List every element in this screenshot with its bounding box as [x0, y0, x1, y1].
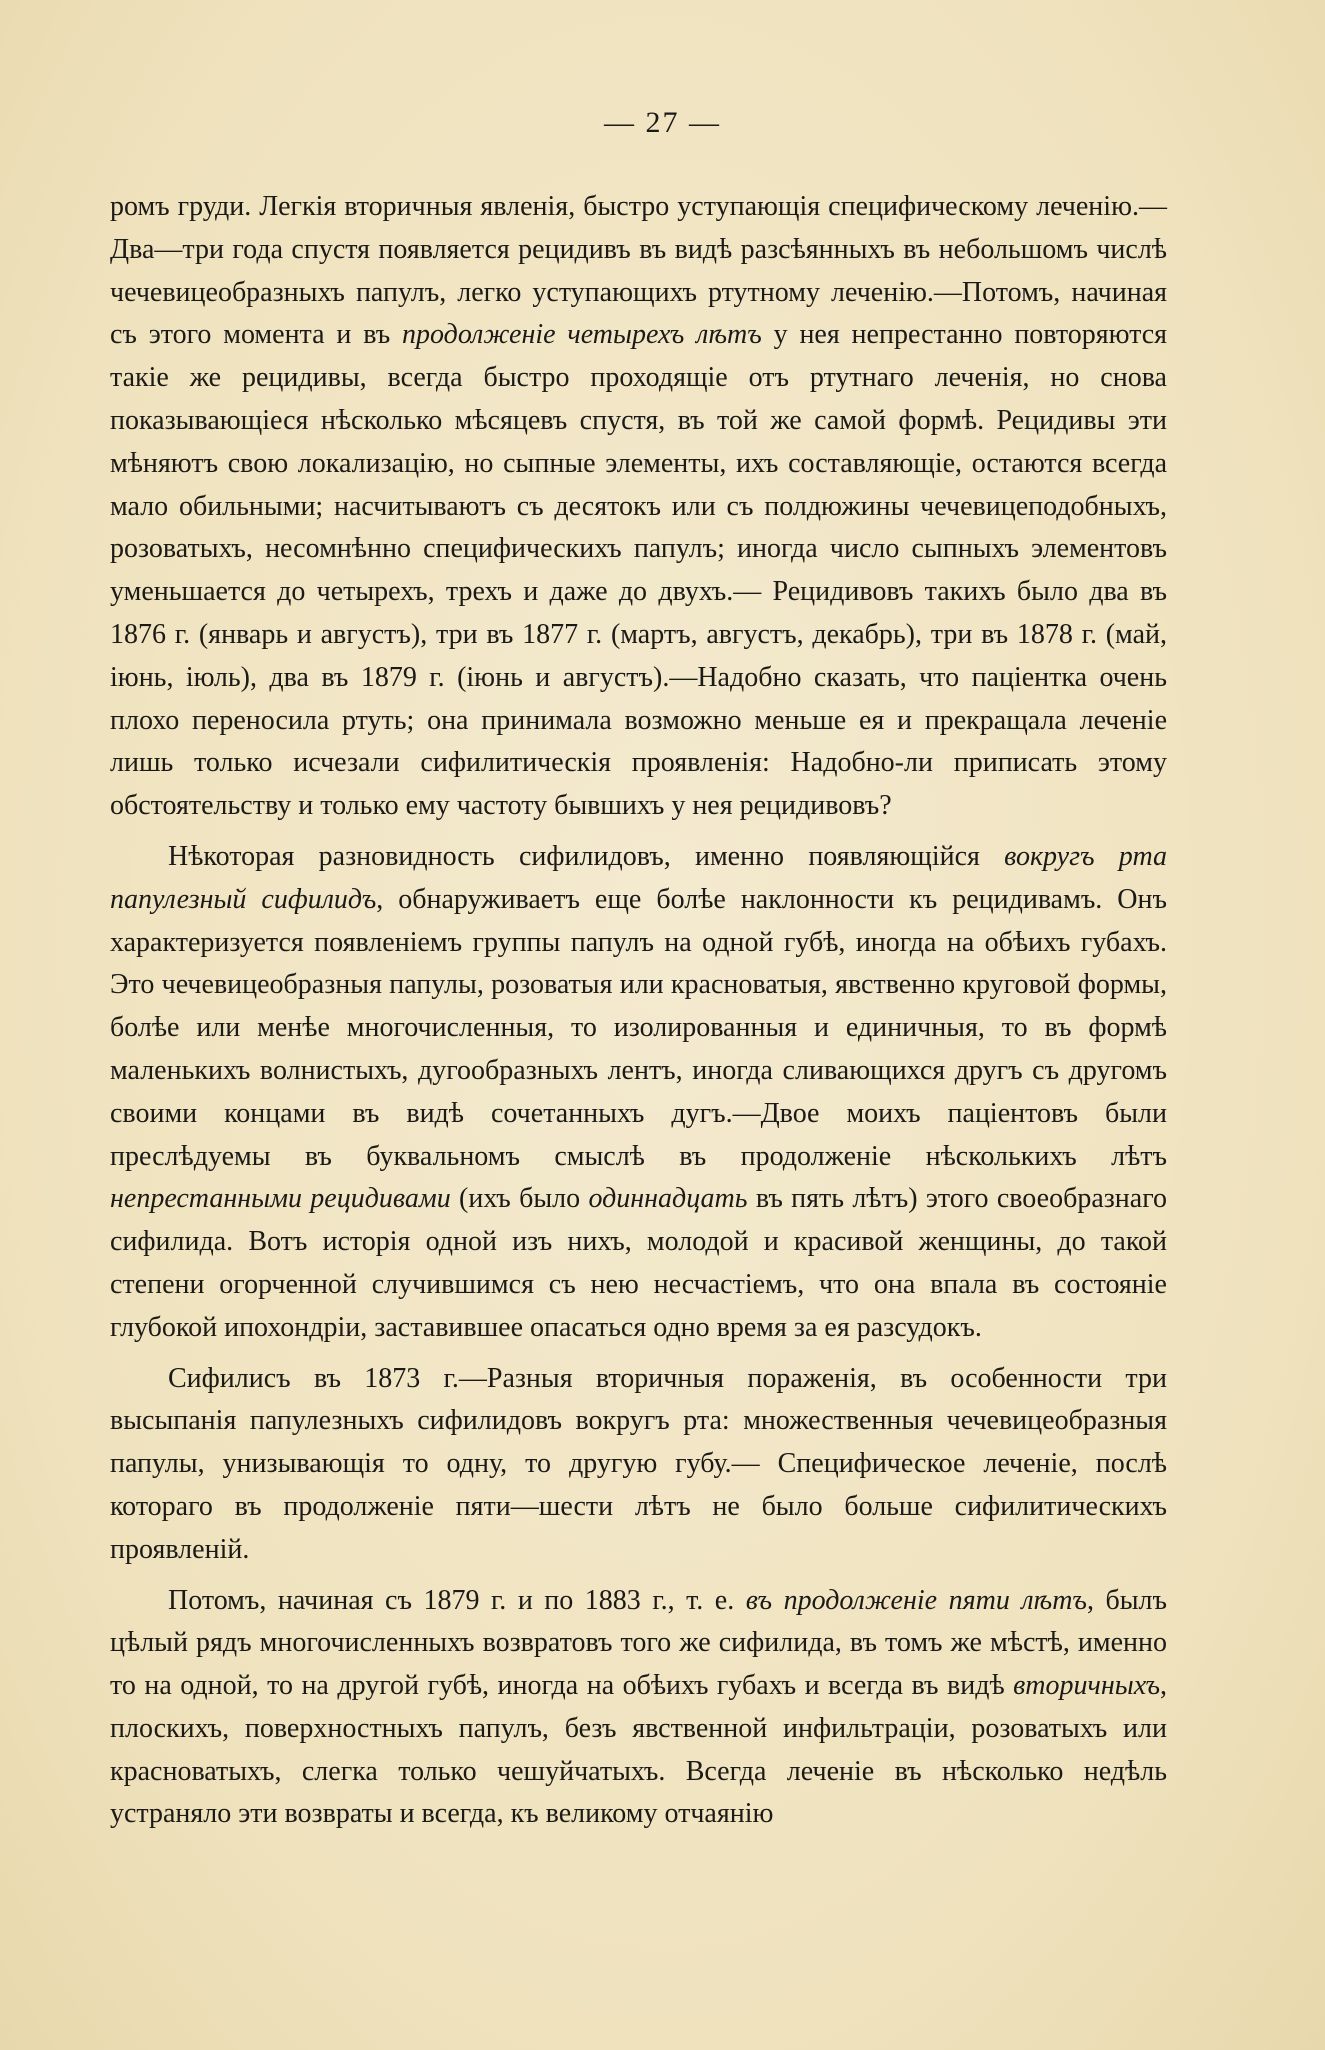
italic-phrase: непрестанными рецидивами	[110, 1183, 451, 1215]
text-run: , обнаруживаетъ еще болѣе наклонности къ рецидивамъ. Онъ характеризуется появленіемъ группы папулъ на одной губѣ, иногда на обѣихъ губахъ. Это чечевицеобразныя папулы, розоватыя или красноватыя, явственно круговой формы, болѣе или менѣе многочисленныя, то изолированныя и единичныя, то въ формѣ маленькихъ волнистыхъ, дугообразныхъ лентъ, иногда сливающихся другъ съ другомъ своими концами въ видѣ сочетанныхъ дугъ.—Двое моихъ паціентовъ были преслѣдуемы въ буквальномъ смыслѣ въ продолженіе нѣсколькихъ лѣтъ	[110, 883, 1167, 1172]
text-run: ромъ груди. Легкія вторичныя явленія, быстро уступающія специфическому леченію.—Два—три года спустя появляется рецидивъ въ видѣ разсѣянныхъ въ небольшомъ числѣ чечевицеобразныхъ папулъ, легко уступающихъ ртутному леченію.—Потомъ, начиная съ этого момента и въ	[110, 191, 1167, 351]
text-run: Сифилисъ въ 1873 г.—Разныя вторичныя пораженія, въ особенности три высыпанія папулезныхъ сифилидовъ вокругъ рта: множественныя чечевицеобразныя папулы, унизывающія то одну, то другую губу.— Специфическое леченіе, послѣ котораго въ продолженіе пяти—шести лѣтъ не было больше сифилитическихъ проявленій.	[110, 1362, 1167, 1565]
italic-phrase: вокругъ рта папулезный сифилидъ	[110, 840, 1168, 915]
italic-phrase: одиннадцать	[588, 1183, 748, 1215]
text-run: у нея непрестанно повторяются такіе же рецидивы, всегда быстро проходящіе отъ ртутнаго леченія, но снова показывающіеся нѣсколько мѣсяцевъ спустя, въ той же самой формѣ. Рецидивы эти мѣняютъ свою локализацію, но сыпные элементы, ихъ составляющіе, остаются всегда мало обильными; насчитываютъ съ десятокъ или съ полдюжины чечевицеподобныхъ, розоватыхъ, несомнѣнно специфическихъ папулъ; иногда число сыпныхъ элементовъ уменьшается до четырехъ, трехъ и даже до двухъ.— Рецидивовъ такихъ было два въ 1876 г. (январь и августъ), три въ 1877 г. (мартъ, августъ, декабрь), три въ 1878 г. (май, іюнь, іюль), два въ 1879 г. (іюнь и августъ).—Надобно сказать, что паціентка очень плохо переносила ртуть; она принимала возможно меньше ея и прекращала леченіе лишь только исчезали сифилитическія проявленія: Надобно-ли приписать этому обстоятельству и только ему частоту бывшихъ у нея рецидивовъ?	[110, 319, 1168, 822]
paragraph	[110, 1358, 1167, 1572]
page-number: — 27 —	[604, 106, 721, 139]
text-run: въ пять лѣтъ) этого своеобразнаго сифилида. Вотъ исторія одной изъ нихъ, молодой и красивой женщины, до такой степени огорченной случившимся съ нею несчастіемъ, что она впала въ состояніе глубокой ипохондріи, заставившее опасаться одно время за ея разсудокъ.	[110, 1183, 1168, 1343]
text-run: , былъ цѣлый рядъ многочисленныхъ возвратовъ того же сифилида, въ томъ же мѣстѣ, именно то на одной, то на другой губѣ, иногда на обѣихъ губахъ и всегда въ видѣ	[110, 1584, 1167, 1702]
text-run: , плоскихъ, поверхностныхъ папулъ, безъ явственной инфильтраціи, розоватыхъ или красноватыхъ, слегка только чешуйчатыхъ. Всегда леченіе въ нѣсколько недѣль устраняло эти возвраты и всегда, къ великому отчаянію	[110, 1670, 1167, 1830]
paragraph	[110, 1580, 1167, 1837]
body-text	[110, 186, 1167, 1836]
text-run: Потомъ, начиная съ 1879 г. и по 1883 г., т. е.	[168, 1584, 746, 1616]
italic-phrase: въ продолженіе пяти лѣтъ	[745, 1584, 1087, 1616]
text-run: (ихъ было	[450, 1183, 589, 1215]
italic-phrase: продолженіе четырехъ лѣтъ	[402, 319, 762, 351]
paragraph	[110, 186, 1167, 828]
paragraph	[110, 836, 1167, 1350]
italic-phrase: вторичныхъ	[1013, 1670, 1160, 1702]
text-run: Нѣкоторая разновидность сифилидовъ, именно появляющійся	[168, 840, 1005, 872]
